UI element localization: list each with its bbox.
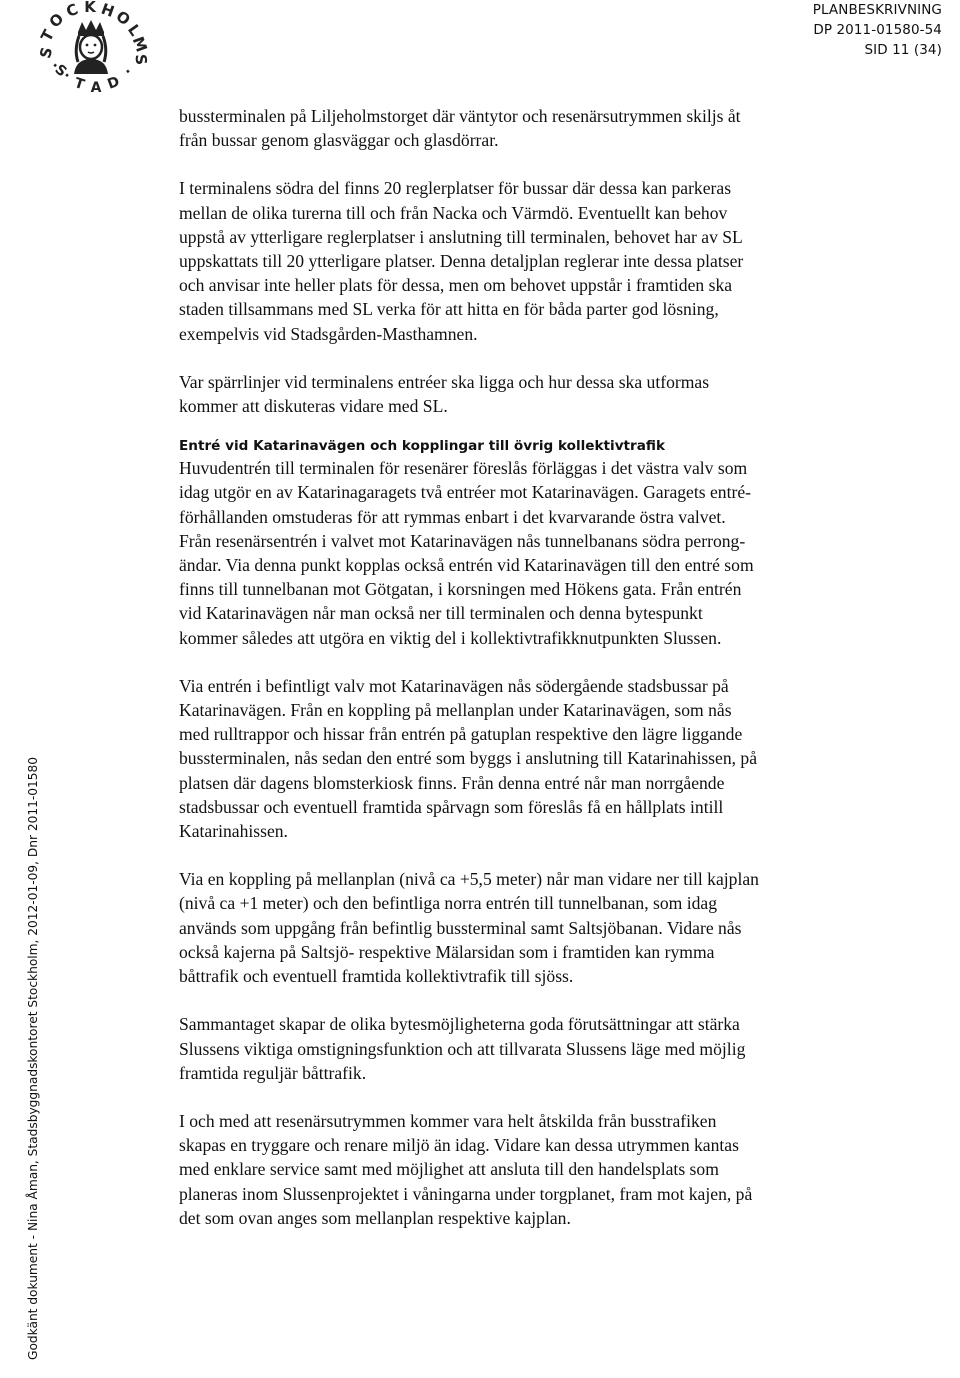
- svg-text:·S·: ·S·: [47, 58, 74, 84]
- svg-text:O: O: [45, 9, 68, 32]
- paragraph: bussterminalen på Liljeholmstorget där väntytor och resenärsutrymmen skiljs åt från bussar genom glasväggar och glasdörrar.: [179, 106, 741, 151]
- plan-number: DP 2011-01580-54: [813, 22, 942, 38]
- svg-text:D: D: [105, 73, 122, 93]
- paragraph: Via en koppling på mellanplan (nivå ca +5,5 meter) når man vidare ner till kajplan (nivå ca +1 meter) och den befintliga norra entrén till tunnelbanan, som idag används som uppgång från befintlig bussterminal samt Saltsjöbanan. Vidare nås också kajerna på Saltsjö- respektive Mälarsidan som i framtiden kan rymma båttrafik och eventuell framtida kollektivtrafik till sjöss.: [179, 869, 759, 987]
- svg-text:A: A: [90, 80, 102, 96]
- svg-text:O: O: [112, 7, 134, 30]
- section-heading: Entré vid Katarinavägen och kopplingar till övrig kollektivtrafik: [179, 438, 666, 455]
- paragraph: Sammantaget skapar de olika bytesmöjligheterna goda förutsättningar att stärka Slussens viktiga omstigningsfunktion och att tillvarata Slussens läge med möjlig framtida reguljär båttrafik.: [179, 1014, 746, 1083]
- svg-text:·: ·: [121, 64, 136, 80]
- svg-text:T: T: [37, 26, 58, 45]
- page-number: SID 11 (34): [864, 42, 942, 58]
- svg-text:M: M: [128, 34, 151, 55]
- paragraph: Var spärrlinjer vid terminalens entréer ska ligga och hur dessa ska utformas kommer att diskuteras vidare med SL.: [179, 371, 710, 417]
- document-body: [179, 104, 899, 1230]
- paragraph: I och med att resenärsutrymmen kommer vara helt åtskilda från busstrafiken skapas en tryggare och renare miljö än idag. Vidare kan dessa utrymmen kantas med enklare service samt med möjlighet att ansluta till den handelsplats som planeras inom Slussenprojektet i våningarna under torgplanet, fram mot kajen, på det som ovan anges som mellanplan respektive kajplan.: [179, 1110, 753, 1228]
- paragraph: Via entrén i befintligt valv mot Katarinavägen nås södergående stadsbussar på Katarinavägen. Från en koppling på mellanplan under Katarinavägen, som nås med rulltrappor och hissar från entrén på gatuplan respektive den lägre liggande bussterminalen, nås sedan den entré som byggs i anslutning till Katarinahissen, på platsen där dagens blomsterkiosk finns. Från denna entré når man norrgående stadsbussar och eventuell framtida spårvagn som föreslås få en hållplats intill Katarinahissen.: [179, 675, 758, 842]
- svg-text:H: H: [98, 0, 117, 21]
- city-emblem-icon: [36, 0, 151, 98]
- svg-text:C: C: [63, 0, 81, 21]
- paragraph: I terminalens södra del finns 20 reglerplatser för bussar där dessa kan parkeras mellan de olika turerna till och från Nacka och Värmdö. Eventuellt kan behov uppstå av ytterligare reglerplatser i anslutning till terminalen, behovet har av SL uppskattats till 20 ytterligare platser. Denna detaljplan reglerar inte dessa platser och anvisar inte heller plats för dessa, men om behovet uppstår i framtiden ska staden tillsammans med SL verka för att hitta en för båda parter god lösning, exempelvis vid Stadsgården-Masthamnen.: [179, 178, 744, 344]
- paragraph: Huvudentrén till terminalen för resenärer föreslås förläggas i det västra valv som idag utgör en av Katarinagaragets två entréer mot Katarinavägen. Garagets entré- förhållanden omstuderas för att rymmas enbart i det kvarvarande östra valvet. Från resenärsentrén i valvet mot Katarinavägen nås tunnelbanans södra perrong- ändar. Via denna punkt kopplas också entrén vid Katarinavägen till den entré som finns till tunnelbanan mot Götgatan, i korsningen med Hökens gata. Från entrén vid Katarinavägen når man också ner till terminalen och denna bytespunkt kommer således att utgöra en viktig del i kollektivtrafikknutpunkten Slussen.: [179, 458, 754, 648]
- svg-text:S: S: [131, 53, 151, 66]
- page-header: [813, 0, 942, 60]
- svg-text:T: T: [72, 75, 87, 94]
- document-type: PLANBESKRIVNING: [812, 2, 942, 18]
- svg-text:K: K: [84, 0, 96, 16]
- approval-stamp-text: Godkänt dokument - Nina Åman, Stadsbyggnadskontoret Stockholm, 2012-01-09, Dnr 2011-01580: [26, 756, 40, 1360]
- svg-text:S: S: [36, 45, 57, 61]
- svg-text:L: L: [123, 21, 145, 40]
- stockholms-stad-logo: [36, 0, 151, 98]
